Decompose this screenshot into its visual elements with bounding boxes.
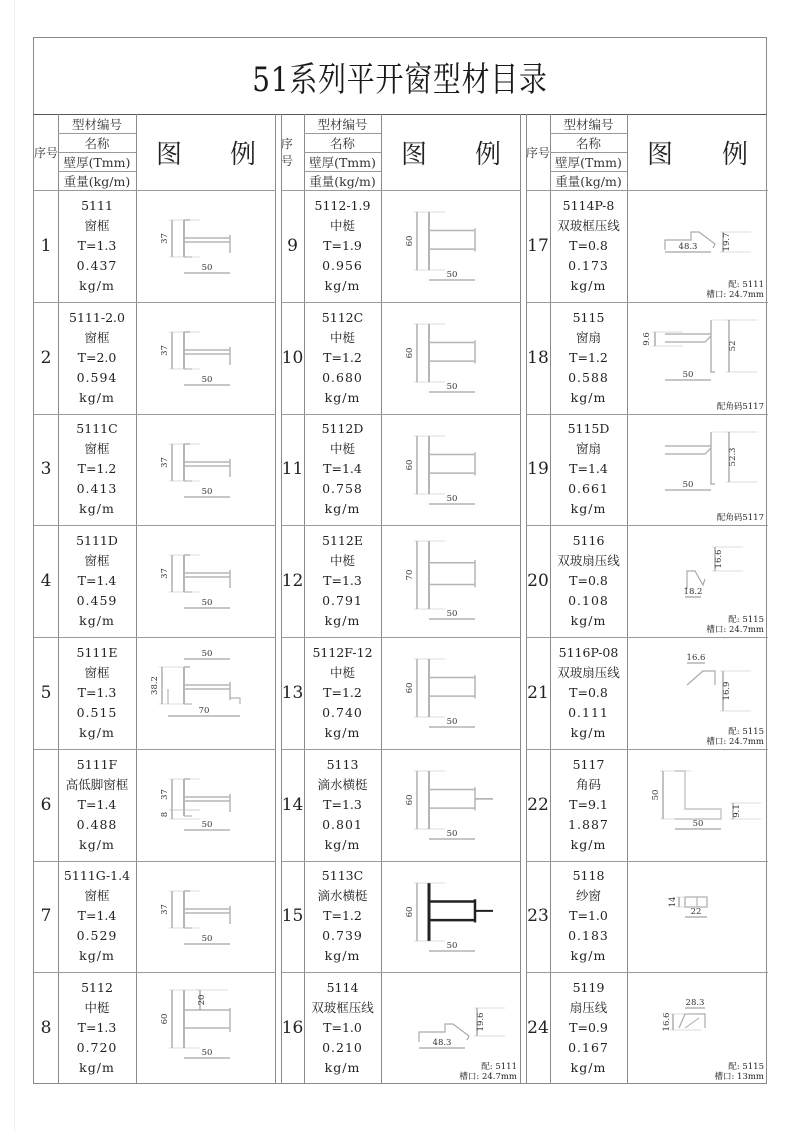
header-figure-char-1: 图 bbox=[401, 139, 428, 170]
dimension-label: 50 bbox=[682, 479, 694, 490]
profile-code: 5111G-1.4 bbox=[63, 868, 131, 884]
profile-info bbox=[550, 414, 627, 526]
header-seq: 序号 bbox=[281, 137, 294, 168]
profile-info bbox=[58, 190, 136, 302]
row-seq-number: 2 bbox=[40, 347, 52, 368]
dimension-label: 50 bbox=[201, 486, 213, 497]
profile-info bbox=[550, 637, 627, 749]
note-slot-size: 槽口: 24.7mm bbox=[706, 736, 764, 747]
profile-weight: 0.739 kg/m bbox=[322, 928, 363, 964]
note-matching-profile: 配角码5117 bbox=[716, 401, 764, 412]
profile-cross-section-figure bbox=[627, 861, 768, 973]
dimension-label: 20 bbox=[197, 994, 207, 1006]
note-slot-size: 槽口: 24.7mm bbox=[706, 625, 764, 635]
profile-drawing bbox=[136, 302, 276, 414]
row-seq-number: 7 bbox=[40, 906, 52, 927]
note-matching-profile: 配: 5115 bbox=[728, 1062, 764, 1072]
profile-weight: 1.887 kg/m bbox=[568, 816, 609, 852]
header-figure-char-2: 例 bbox=[721, 139, 748, 170]
profile-code: 5114P-8 bbox=[562, 197, 615, 213]
header-profile-code: 型材编号 bbox=[71, 116, 122, 132]
profile-thickness: T=1.4 bbox=[77, 796, 117, 812]
dimension-label: 50 bbox=[201, 649, 213, 659]
profile-cross-section-figure bbox=[627, 414, 768, 526]
profile-weight: 0.594 kg/m bbox=[76, 369, 118, 405]
profile-weight: 0.680 kg/m bbox=[322, 369, 363, 405]
profile-code: 5112C bbox=[321, 309, 364, 325]
profile-info bbox=[58, 861, 136, 973]
dimension-label: 9.6 bbox=[642, 331, 652, 346]
row-seq-number: 5 bbox=[40, 682, 52, 703]
profile-fit-note bbox=[706, 280, 764, 300]
profile-code: 5112F-12 bbox=[312, 644, 373, 660]
dimension-label: 50 bbox=[201, 598, 213, 609]
profile-name: 中梃 bbox=[84, 1000, 110, 1016]
row-seq-number: 16 bbox=[281, 1018, 304, 1039]
profile-drawing bbox=[136, 861, 276, 973]
dimension-label: 8 bbox=[160, 811, 170, 817]
dimension-label: 16.6 bbox=[662, 1012, 672, 1032]
profile-cross-section-figure bbox=[136, 525, 276, 637]
catalog-section-1 bbox=[34, 114, 276, 1084]
profile-cross-section-figure bbox=[136, 302, 276, 414]
note-matching-profile: 配: 5111 bbox=[481, 1062, 517, 1072]
row-seq-number: 9 bbox=[287, 235, 298, 256]
profile-weight: 0.108 kg/m bbox=[568, 593, 609, 629]
profile-weight: 0.488 kg/m bbox=[76, 816, 118, 852]
profile-drawing bbox=[627, 749, 768, 861]
profile-thickness: T=2.0 bbox=[77, 349, 117, 365]
profile-info bbox=[58, 414, 136, 526]
header-figure-char-1: 图 bbox=[647, 139, 674, 170]
profile-weight: 0.758 kg/m bbox=[322, 481, 363, 517]
header-profile-code: 型材编号 bbox=[563, 116, 614, 132]
header-figure bbox=[136, 114, 276, 190]
dimension-label: 14 bbox=[668, 896, 678, 907]
dimension-label: 16.6 bbox=[686, 653, 706, 663]
profile-thickness: T=0.8 bbox=[569, 684, 608, 700]
profile-weight: 0.210 kg/m bbox=[322, 1040, 363, 1076]
profile-name: 纱窗 bbox=[575, 888, 601, 904]
profile-cross-section-figure bbox=[627, 749, 768, 861]
dimension-label: 9.1 bbox=[732, 803, 742, 818]
profile-drawing bbox=[136, 972, 276, 1084]
catalog-section-2 bbox=[281, 114, 521, 1084]
profile-name: 高低脚窗框 bbox=[65, 776, 129, 792]
profile-name: 扇压线 bbox=[569, 1000, 608, 1016]
dimension-label: 60 bbox=[405, 347, 415, 359]
profile-thickness: T=1.0 bbox=[323, 1020, 362, 1036]
profile-drawing bbox=[381, 861, 521, 973]
profile-cross-section-figure bbox=[381, 972, 521, 1084]
dimension-label: 50 bbox=[651, 789, 661, 801]
profile-name: 滴水横梃 bbox=[317, 888, 368, 904]
dimension-label: 60 bbox=[405, 682, 415, 694]
profile-info bbox=[58, 525, 136, 637]
profile-thickness: T=1.2 bbox=[569, 349, 608, 365]
dimension-label: 19.6 bbox=[476, 1012, 486, 1032]
profile-thickness: T=0.8 bbox=[569, 573, 608, 589]
profile-cross-section-figure bbox=[627, 302, 768, 414]
row-seq-number: 13 bbox=[281, 682, 304, 703]
profile-name: 双玻扇压线 bbox=[557, 553, 620, 569]
row-seq-number: 18 bbox=[527, 347, 549, 368]
row-seq-number: 15 bbox=[281, 906, 304, 927]
profile-thickness: T=1.3 bbox=[77, 237, 117, 253]
dimension-label: 48.3 bbox=[678, 242, 698, 252]
profile-drawing bbox=[381, 525, 521, 637]
profile-code: 5111D bbox=[76, 533, 118, 549]
profile-drawing bbox=[136, 190, 276, 302]
profile-code: 5116P-08 bbox=[558, 644, 619, 660]
profile-code: 5114 bbox=[326, 980, 359, 996]
row-seq-number: 19 bbox=[527, 459, 549, 480]
profile-cross-section-figure bbox=[136, 637, 276, 749]
profile-cross-section-figure bbox=[381, 749, 521, 861]
dimension-label: 38.2 bbox=[150, 676, 160, 695]
header-weight: 重量(kg/m) bbox=[63, 173, 131, 189]
profile-drawing bbox=[136, 749, 276, 861]
dimension-label: 22 bbox=[690, 906, 702, 917]
profile-info bbox=[304, 749, 381, 861]
profile-name: 窗框 bbox=[84, 329, 110, 345]
profile-weight: 0.413 kg/m bbox=[76, 481, 118, 517]
profile-name: 角码 bbox=[575, 776, 601, 792]
page-margin-line bbox=[14, 0, 15, 1131]
profile-info bbox=[550, 861, 627, 973]
profile-cross-section-figure bbox=[381, 302, 521, 414]
profile-code: 5115 bbox=[572, 309, 605, 325]
row-seq-number: 10 bbox=[281, 347, 304, 368]
profile-code: 5117 bbox=[572, 756, 605, 772]
dimension-label: 37 bbox=[160, 788, 170, 800]
profile-name: 中梃 bbox=[329, 329, 355, 345]
dimension-label: 60 bbox=[405, 794, 415, 806]
header-seq: 序号 bbox=[526, 145, 551, 160]
profile-cross-section-figure bbox=[136, 414, 276, 526]
profile-cross-section-figure bbox=[381, 414, 521, 526]
row-seq-number: 6 bbox=[40, 794, 52, 815]
header-seq: 序号 bbox=[34, 145, 59, 160]
profile-thickness: T=1.4 bbox=[569, 461, 608, 477]
row-seq-number: 24 bbox=[527, 1018, 549, 1039]
profile-code: 5111C bbox=[76, 421, 118, 437]
header-thickness: 壁厚(Tmm) bbox=[309, 154, 376, 170]
profile-name: 窗框 bbox=[84, 441, 110, 457]
profile-code: 5111 bbox=[81, 197, 113, 213]
profile-thickness: T=1.2 bbox=[323, 908, 362, 924]
profile-weight: 0.791 kg/m bbox=[322, 593, 363, 629]
dimension-label: 50 bbox=[201, 374, 213, 385]
header-figure-char-1: 图 bbox=[156, 139, 183, 170]
profile-info bbox=[58, 972, 136, 1084]
dimension-label: 50 bbox=[201, 263, 213, 273]
profile-info bbox=[304, 972, 381, 1084]
profile-fit-note bbox=[717, 402, 764, 412]
title-area bbox=[34, 38, 766, 115]
profile-thickness: T=1.4 bbox=[77, 908, 117, 924]
profile-info bbox=[304, 302, 381, 414]
dimension-label: 19.7 bbox=[722, 232, 732, 252]
profile-code: 5111F bbox=[76, 756, 118, 772]
profile-info bbox=[58, 749, 136, 861]
dimension-label: 50 bbox=[201, 1048, 213, 1059]
profile-drawing bbox=[381, 637, 521, 749]
profile-drawing bbox=[381, 749, 521, 861]
dimension-label: 50 bbox=[446, 609, 458, 620]
profile-thickness: T=1.4 bbox=[323, 461, 362, 477]
profile-drawing bbox=[381, 414, 521, 526]
header-weight: 重量(kg/m) bbox=[555, 173, 622, 189]
profile-weight: 0.183 kg/m bbox=[568, 928, 609, 964]
header-name: 名称 bbox=[84, 135, 110, 151]
dimension-label: 50 bbox=[446, 270, 458, 280]
profile-weight: 0.720 kg/m bbox=[76, 1040, 118, 1076]
profile-drawing bbox=[136, 414, 276, 526]
profile-fit-note bbox=[706, 615, 764, 635]
profile-weight: 0.661 kg/m bbox=[568, 481, 609, 517]
profile-name: 滴水横梃 bbox=[317, 776, 368, 792]
profile-info bbox=[304, 190, 381, 302]
note-slot-size: 槽口: 24.7mm bbox=[706, 289, 764, 300]
dimension-label: 28.3 bbox=[685, 998, 705, 1009]
profile-thickness: T=1.3 bbox=[77, 1020, 117, 1036]
profile-weight: 0.801 kg/m bbox=[322, 816, 363, 852]
note-slot-size: 槽口: 24.7mm bbox=[459, 1072, 517, 1082]
row-seq-number: 1 bbox=[40, 235, 52, 256]
note-matching-profile: 配: 5115 bbox=[728, 615, 764, 625]
profile-name: 窗框 bbox=[84, 217, 110, 233]
profile-code: 5112-1.9 bbox=[314, 197, 371, 213]
profile-thickness: T=1.3 bbox=[77, 684, 117, 700]
profile-name: 窗扇 bbox=[575, 441, 601, 457]
profile-weight: 0.459 kg/m bbox=[76, 593, 118, 629]
header-name: 名称 bbox=[575, 135, 601, 151]
header-name: 名称 bbox=[329, 135, 355, 151]
profile-info bbox=[550, 525, 627, 637]
dimension-label: 50 bbox=[446, 381, 458, 392]
profile-drawing bbox=[627, 861, 768, 973]
profile-name: 双玻框压线 bbox=[311, 1000, 374, 1016]
dimension-label: 18.2 bbox=[683, 587, 703, 598]
profile-fit-note bbox=[717, 513, 764, 523]
profile-cross-section-figure bbox=[136, 972, 276, 1084]
profile-fit-note bbox=[714, 1062, 764, 1082]
profile-name: 中梃 bbox=[329, 217, 355, 233]
profile-info bbox=[58, 637, 136, 749]
profile-name: 窗扇 bbox=[575, 329, 601, 345]
dimension-label: 50 bbox=[682, 369, 694, 380]
profile-cross-section-figure bbox=[381, 637, 521, 749]
profile-info bbox=[550, 972, 627, 1084]
profile-weight: 0.740 kg/m bbox=[322, 704, 363, 740]
dimension-label: 52.3 bbox=[728, 447, 738, 466]
profile-thickness: T=0.8 bbox=[569, 237, 608, 253]
profile-thickness: T=0.9 bbox=[569, 1020, 608, 1036]
row-seq-number: 11 bbox=[281, 459, 304, 480]
header-figure bbox=[627, 114, 768, 190]
dimension-label: 37 bbox=[160, 344, 170, 356]
header-weight: 重量(kg/m) bbox=[309, 173, 376, 189]
profile-thickness: T=1.2 bbox=[323, 684, 362, 700]
catalog-section-3 bbox=[526, 114, 768, 1084]
profile-fit-note bbox=[706, 727, 764, 747]
page-title: 51系列平开窗型材目录 bbox=[252, 59, 548, 100]
profile-drawing bbox=[627, 302, 768, 414]
profile-weight: 0.515 kg/m bbox=[76, 704, 118, 740]
profile-info bbox=[304, 637, 381, 749]
profile-weight: 0.111 kg/m bbox=[568, 704, 609, 740]
dimension-label: 16.6 bbox=[714, 549, 724, 569]
dimension-label: 50 bbox=[201, 819, 213, 830]
profile-weight: 0.173 kg/m bbox=[568, 257, 609, 293]
profile-weight: 0.167 kg/m bbox=[568, 1040, 609, 1076]
note-slot-size: 槽口: 13mm bbox=[714, 1072, 764, 1082]
note-matching-profile: 配角码5117 bbox=[716, 513, 764, 524]
header-profile-code: 型材编号 bbox=[317, 116, 368, 132]
profile-info bbox=[304, 414, 381, 526]
note-matching-profile: 配: 5111 bbox=[728, 279, 764, 290]
profile-thickness: T=1.2 bbox=[77, 461, 117, 477]
profile-drawing bbox=[136, 637, 276, 749]
profile-drawing bbox=[136, 525, 276, 637]
row-seq-number: 21 bbox=[527, 682, 549, 703]
profile-info bbox=[304, 861, 381, 973]
header-figure-char-2: 例 bbox=[229, 139, 256, 170]
profile-cross-section-figure bbox=[136, 861, 276, 973]
profile-fit-note bbox=[459, 1062, 517, 1082]
profile-code: 5111E bbox=[76, 644, 118, 660]
profile-cross-section-figure bbox=[627, 972, 768, 1084]
profile-cross-section-figure bbox=[136, 190, 276, 302]
profile-weight: 0.437 kg/m bbox=[76, 257, 118, 293]
dimension-label: 50 bbox=[446, 828, 458, 839]
profile-drawing bbox=[381, 190, 521, 302]
profile-weight: 0.956 kg/m bbox=[322, 257, 363, 293]
dimension-label: 60 bbox=[405, 906, 415, 917]
header-figure-char-2: 例 bbox=[474, 139, 501, 170]
profile-name: 中梃 bbox=[329, 664, 355, 680]
profile-code: 5112E bbox=[322, 533, 363, 549]
dimension-label: 60 bbox=[405, 459, 415, 470]
profile-name: 窗框 bbox=[84, 664, 110, 680]
dimension-label: 50 bbox=[446, 717, 458, 727]
profile-code: 5113C bbox=[321, 868, 364, 884]
dimension-label: 16.9 bbox=[722, 681, 732, 701]
row-seq-number: 17 bbox=[527, 235, 549, 256]
dimension-label: 37 bbox=[160, 568, 170, 580]
note-matching-profile: 配: 5115 bbox=[728, 726, 764, 737]
header-thickness: 壁厚(Tmm) bbox=[63, 154, 131, 170]
dimension-label: 50 bbox=[692, 818, 704, 829]
profile-code: 5112 bbox=[81, 980, 113, 996]
profile-thickness: T=1.4 bbox=[77, 573, 117, 589]
profile-drawing bbox=[381, 302, 521, 414]
profile-info bbox=[550, 190, 627, 302]
profile-thickness: T=1.9 bbox=[323, 237, 362, 253]
row-seq-number: 12 bbox=[281, 571, 304, 592]
profile-code: 5116 bbox=[572, 533, 605, 549]
dimension-label: 50 bbox=[201, 933, 213, 944]
profile-name: 窗框 bbox=[84, 553, 110, 569]
profile-name: 双玻框压线 bbox=[557, 217, 620, 233]
profile-cross-section-figure bbox=[381, 525, 521, 637]
profile-code: 5111-2.0 bbox=[69, 309, 125, 325]
profile-thickness: T=1.2 bbox=[323, 349, 362, 365]
profile-code: 5115D bbox=[567, 421, 610, 437]
header-figure bbox=[381, 114, 521, 190]
profile-info bbox=[304, 525, 381, 637]
dimension-label: 60 bbox=[405, 235, 415, 247]
profile-code: 5119 bbox=[572, 980, 605, 996]
profile-thickness: T=1.0 bbox=[569, 908, 608, 924]
profile-cross-section-figure bbox=[627, 190, 768, 302]
profile-code: 5113 bbox=[326, 756, 359, 772]
profile-weight: 0.588 kg/m bbox=[568, 369, 609, 405]
profile-thickness: T=1.3 bbox=[323, 573, 362, 589]
profile-cross-section-figure bbox=[627, 525, 768, 637]
profile-cross-section-figure bbox=[136, 749, 276, 861]
row-seq-number: 20 bbox=[527, 571, 549, 592]
profile-cross-section-figure bbox=[381, 861, 521, 973]
profile-info bbox=[550, 302, 627, 414]
dimension-label: 37 bbox=[160, 456, 170, 468]
profile-drawing bbox=[627, 414, 768, 526]
row-seq-number: 22 bbox=[527, 794, 549, 815]
dimension-label: 70 bbox=[198, 706, 210, 716]
dimension-label: 37 bbox=[160, 903, 170, 915]
dimension-label: 48.3 bbox=[432, 1038, 452, 1049]
header-thickness: 壁厚(Tmm) bbox=[555, 154, 622, 170]
profile-code: 5112D bbox=[321, 421, 364, 437]
row-seq-number: 8 bbox=[40, 1018, 52, 1039]
profile-cross-section-figure bbox=[627, 637, 768, 749]
profile-name: 中梃 bbox=[329, 441, 355, 457]
row-seq-number: 14 bbox=[281, 794, 304, 815]
profile-info bbox=[58, 302, 136, 414]
dimension-label: 52 bbox=[728, 340, 738, 352]
profile-weight: 0.529 kg/m bbox=[76, 928, 118, 964]
catalog-sheet bbox=[33, 37, 767, 1084]
profile-name: 双玻扇压线 bbox=[557, 664, 620, 680]
row-seq-number: 4 bbox=[40, 571, 52, 592]
dimension-label: 60 bbox=[160, 1013, 170, 1025]
profile-name: 窗框 bbox=[84, 888, 110, 904]
profile-cross-section-figure bbox=[381, 190, 521, 302]
profile-thickness: T=1.3 bbox=[323, 796, 362, 812]
profile-info bbox=[550, 749, 627, 861]
row-seq-number: 23 bbox=[527, 906, 549, 927]
dimension-label: 50 bbox=[446, 940, 458, 951]
profile-name: 中梃 bbox=[329, 553, 355, 569]
row-seq-number: 3 bbox=[40, 459, 52, 480]
dimension-label: 37 bbox=[160, 233, 170, 244]
profile-code: 5118 bbox=[572, 868, 605, 884]
dimension-label: 50 bbox=[446, 493, 458, 504]
dimension-label: 70 bbox=[405, 569, 415, 581]
profile-thickness: T=9.1 bbox=[569, 796, 608, 812]
